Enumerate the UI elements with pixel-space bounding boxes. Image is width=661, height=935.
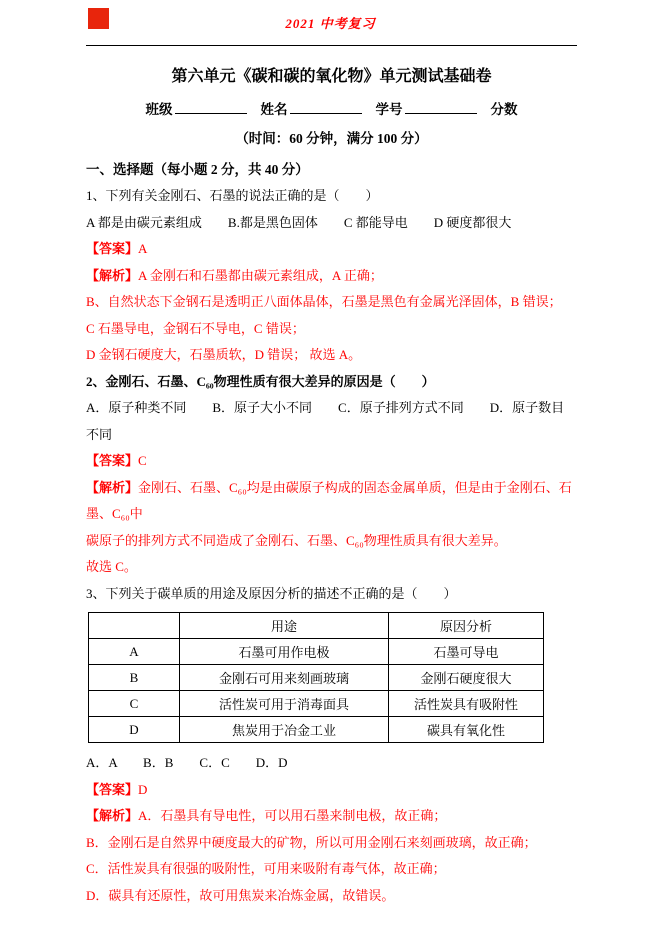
table-cell-use: 金刚石可用来刻画玻璃 — [180, 665, 389, 691]
table-cell-use: 焦炭用于冶金工业 — [180, 717, 389, 743]
field-label-name: 姓名 — [260, 102, 288, 117]
table-row — [89, 717, 544, 743]
brand-logo — [88, 8, 109, 29]
table-header-blank — [89, 613, 180, 639]
table-cell-reason: 活性炭具有吸附性 — [389, 691, 544, 717]
table-row — [89, 639, 544, 665]
table-cell-reason: 石墨可导电 — [389, 639, 544, 665]
table-cell-use: 活性炭可用于消毒面具 — [180, 691, 389, 717]
answer-value: D — [138, 781, 148, 797]
class-blank — [175, 101, 247, 114]
answer-value: C — [138, 453, 147, 468]
q1-options: A 都是由碳元素组成 B.都是黑色固体 C 都能导电 D 硬度都很大 — [86, 214, 512, 230]
q1-analysis-line-2: B、自然状态下金钢石是透明正八面体晶体，石墨是黑色有金属光泽固体，B 错误； — [86, 294, 562, 309]
analysis-label: 【解析】 — [86, 479, 139, 495]
table-cell-use: 石墨可用作电极 — [180, 639, 389, 665]
q2-options: A．原子种类不同 B．原子大小不同 C．原子排列方式不同 D．原子数目不同 — [86, 400, 565, 442]
field-label-class: 班级 — [145, 102, 173, 117]
q3-table — [88, 612, 544, 743]
q3-stem: 3、下列关于碳单质的用途及原因分析的描述不正确的是（ ） — [86, 585, 457, 601]
analysis-label: 【解析】 — [86, 808, 139, 823]
q3-analysis-line-1 — [86, 803, 577, 830]
q2-analysis-line-3: 故选 C。 — [86, 559, 137, 574]
table-cell-key: B — [89, 665, 180, 691]
table-row — [89, 691, 544, 717]
q3-options: A．A B．B C．C D．D — [86, 755, 288, 770]
q1-answer-line — [86, 236, 577, 263]
student-info-line — [86, 98, 577, 118]
q3-analysis-line-3: C．活性炭具有很强的吸附性，可用来吸附有毒气体，故正确； — [86, 861, 446, 876]
paper-title: 第六单元《碳和碳的氧化物》单元测试基础卷 — [171, 68, 492, 85]
q1-stem: 1、下列有关金刚石、石墨的说法正确的是（ ） — [86, 188, 379, 203]
table-row — [89, 665, 544, 691]
time-limit-line: （时间：60 分钟，满分 100 分） — [235, 131, 428, 146]
table-cell-reason: 碳具有氧化性 — [389, 717, 544, 743]
answer-label: 【答案】 — [86, 241, 139, 256]
table-cell-key: A — [89, 639, 180, 665]
table-cell-reason: 金刚石硬度很大 — [389, 665, 544, 691]
table-header-row — [89, 613, 544, 639]
q3-answer-line — [86, 777, 577, 804]
q2-stem: 2、金刚石、石墨、C₆₀物理性质有很大差异的原因是（ ） — [86, 373, 435, 389]
exam-paper — [0, 46, 661, 909]
answer-label: 【答案】 — [86, 453, 139, 468]
brand-text: 2021 中考复习 — [285, 16, 376, 31]
analysis-text: A 金刚石和石墨都由碳元素组成，A 正确； — [138, 267, 383, 283]
answer-value: A — [138, 241, 148, 256]
q1-analysis-line-3: C 石墨导电，金钢石不导电，C 错误； — [86, 320, 305, 336]
analysis-label: 【解析】 — [86, 267, 139, 283]
field-label-number: 学号 — [375, 102, 403, 117]
table-cell-key: D — [89, 717, 180, 743]
table-cell-key: C — [89, 691, 180, 717]
q3-analysis-line-4: D．碳具有还原性，故可用焦炭来冶炼金属，故错误。 — [86, 887, 395, 903]
q2-analysis-line-2: 碳原子的排列方式不同造成了金刚石、石墨、C₆₀物理性质具有很大差异。 — [86, 532, 507, 548]
section-title: 一、选择题（每小题 2 分，共 40 分） — [86, 162, 309, 177]
field-label-score: 分数 — [490, 102, 518, 117]
name-blank — [290, 101, 362, 114]
number-blank — [405, 101, 477, 114]
analysis-text: A．石墨具有导电性，可以用石墨来制电极，故正确； — [138, 808, 447, 823]
q1-analysis-line-1 — [86, 263, 577, 290]
table-header-use: 用途 — [180, 613, 389, 639]
q1-analysis-line-4: D 金钢石硬度大，石墨质软，D 错误； 故选 A。 — [86, 347, 362, 362]
q2-answer-line — [86, 448, 577, 475]
answer-label: 【答案】 — [86, 781, 139, 797]
table-header-reason: 原因分析 — [389, 613, 544, 639]
analysis-text: 金刚石、石墨、C₆₀均是由碳原子构成的固态金属单质，但是由于金刚石、石墨、C₆₀中 — [86, 479, 572, 521]
q3-analysis-line-2: B．金刚石是自然界中硬度最大的矿物，所以可用金刚石来刻画玻璃，故正确； — [86, 834, 537, 850]
q2-analysis-line-1 — [86, 475, 577, 528]
